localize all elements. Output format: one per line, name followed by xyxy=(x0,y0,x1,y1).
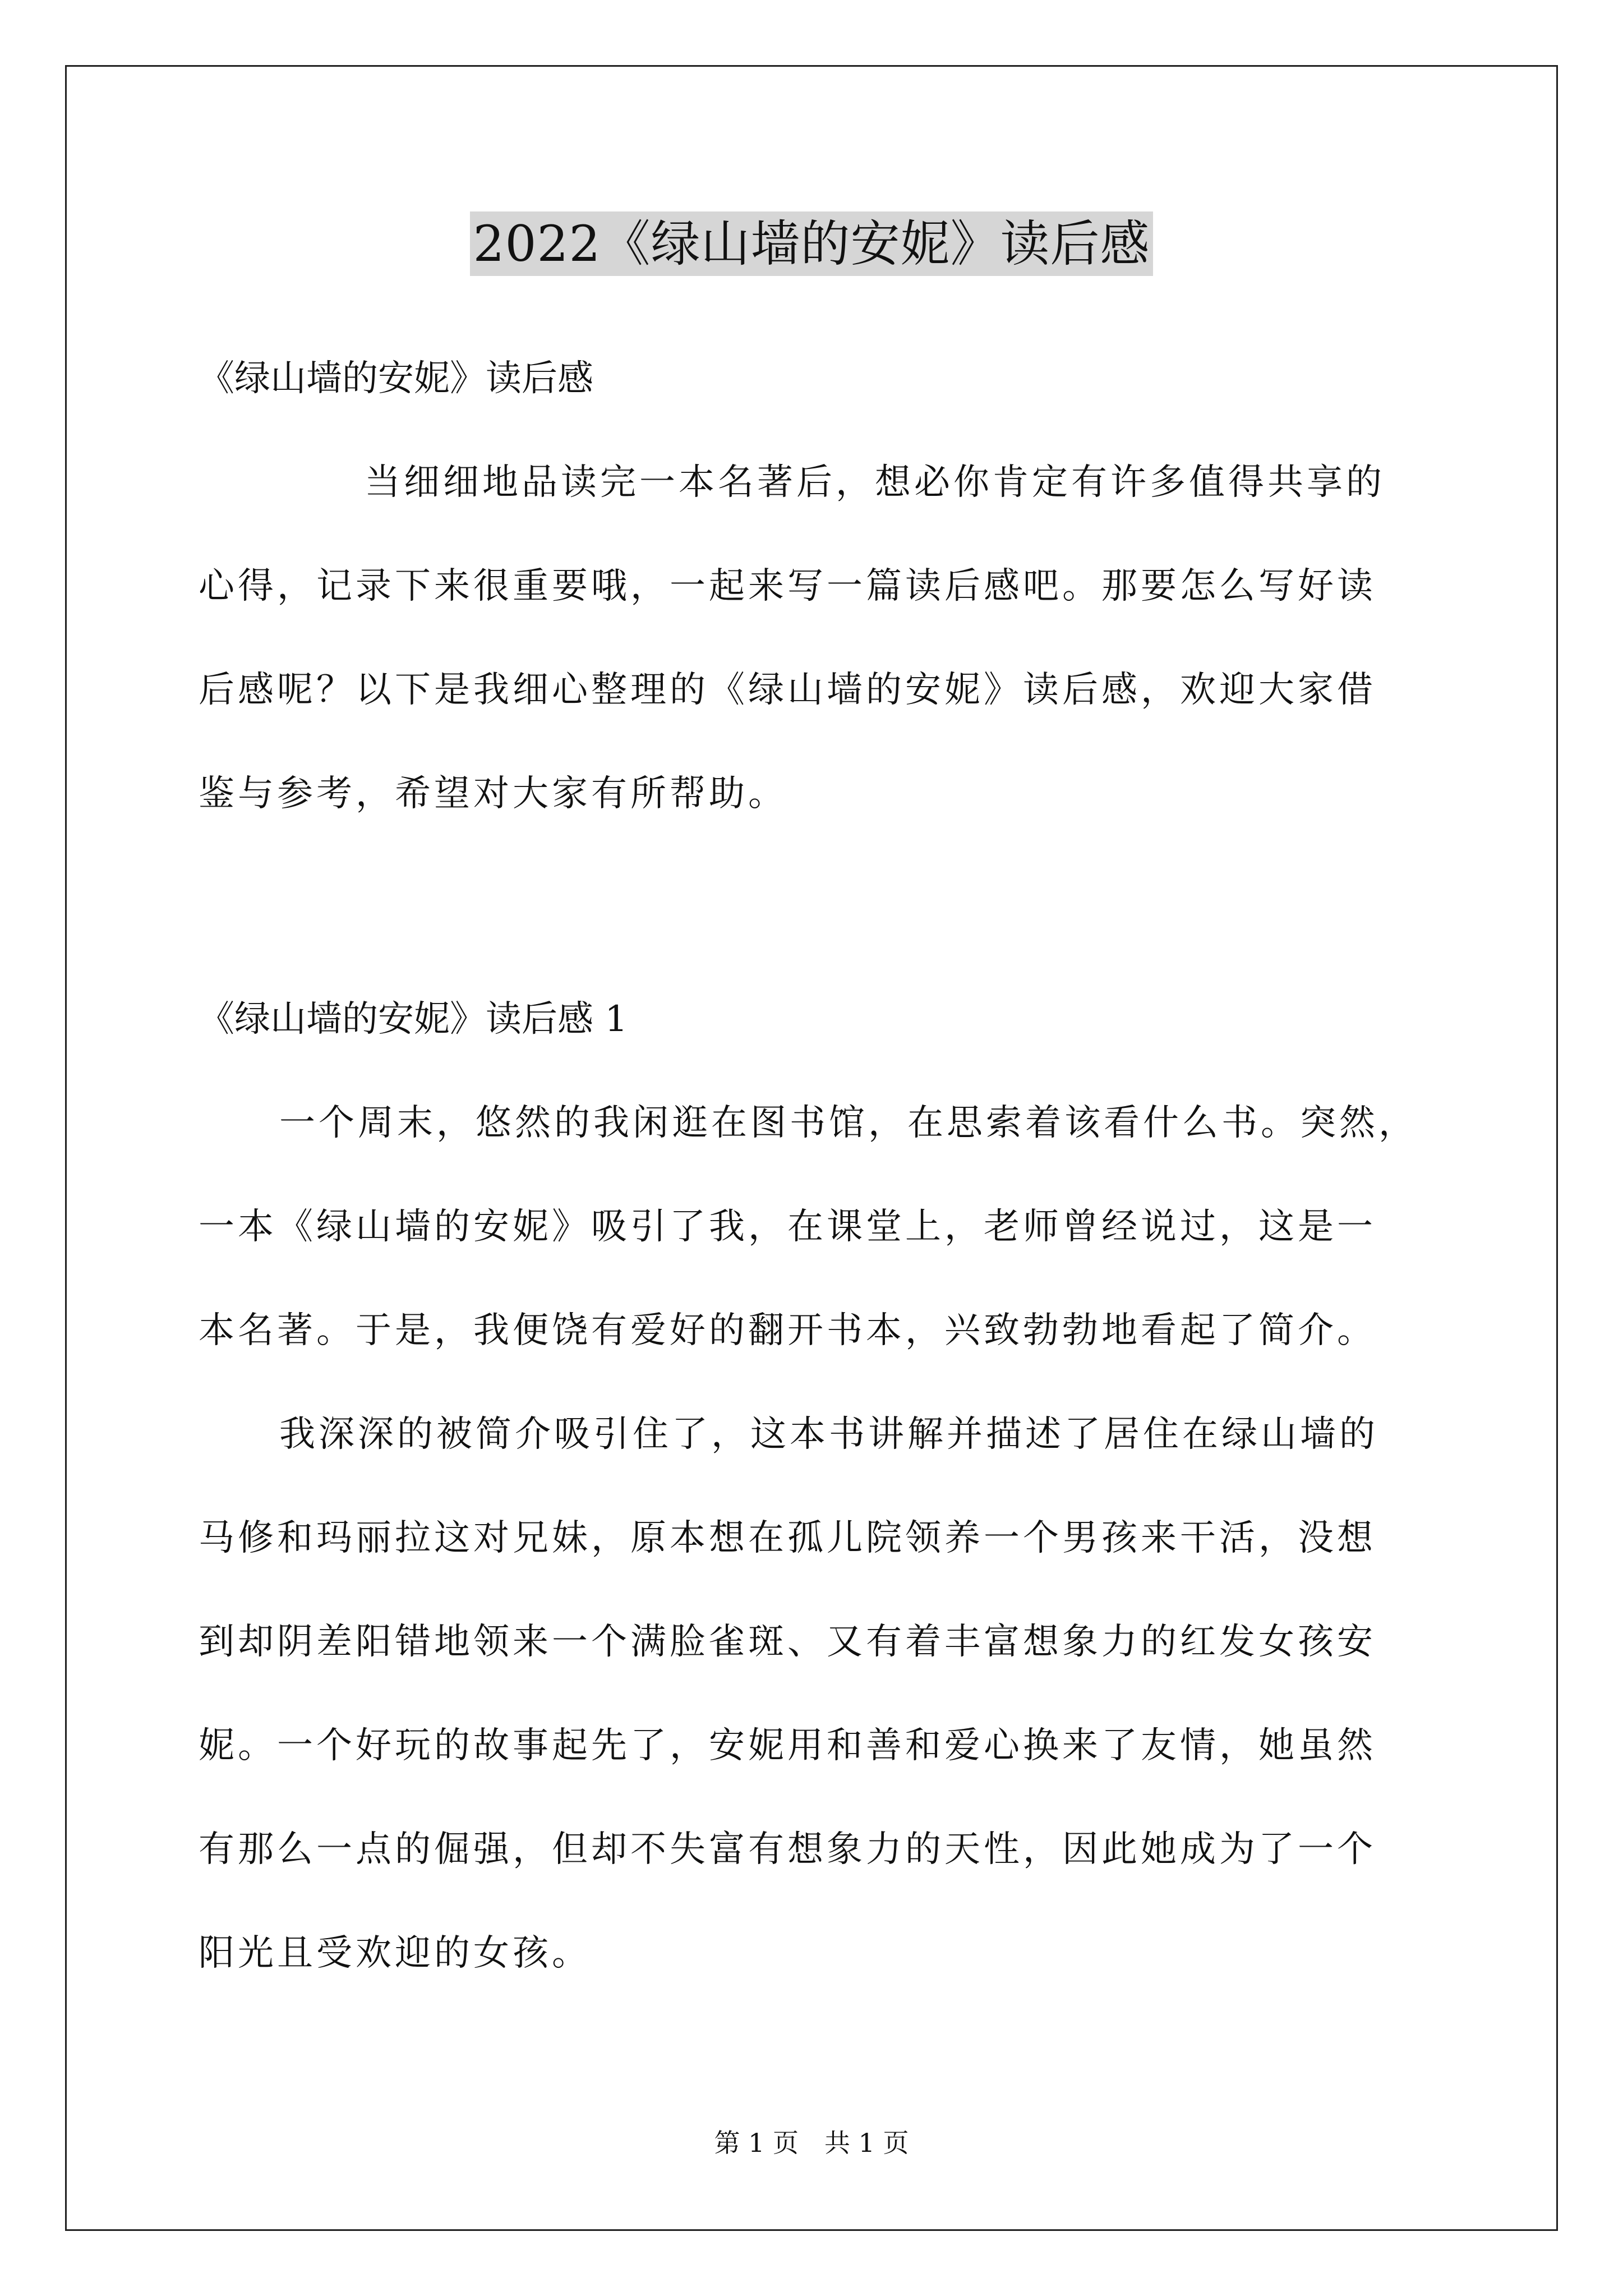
section1-para2-line-2: 马修和玛丽拉这对兄妹，原本想在孤儿院领养一个男孩来干活，没想 xyxy=(199,1517,1376,1559)
section1-para2-line-5: 有那么一点的倔强，但却不失富有想象力的天性，因此她成为了一个 xyxy=(199,1829,1376,1870)
section1-heading: 《绿山墙的安妮》读后感 1 xyxy=(199,999,628,1040)
intro-line-1: 当细细地品读完一本名著后，想必你肯定有许多值得共享的 xyxy=(365,462,1385,503)
intro-heading: 《绿山墙的安妮》读后感 xyxy=(199,358,593,399)
intro-line-2: 心得，记录下来很重要哦，一起来写一篇读后感吧。那要怎么写好读 xyxy=(199,565,1376,607)
section1-para2-line-6: 阳光且受欢迎的女孩。 xyxy=(199,1932,591,1974)
page-footer: 第 1 页 共 1 页 xyxy=(714,2128,909,2158)
section1-para1-line-3: 本名著。于是，我便饶有爱好的翻开书本，兴致勃勃地看起了简介。 xyxy=(199,1310,1376,1351)
section1-para2-line-3: 到却阴差阳错地领来一个满脸雀斑、又有着丰富想象力的红发女孩安 xyxy=(199,1621,1376,1663)
section1-para2-line-1: 我深深的被简介吸引住了，这本书讲解并描述了居住在绿山墙的 xyxy=(279,1414,1378,1455)
document-title xyxy=(0,208,1623,280)
section1-para2-line-4: 妮。一个好玩的故事起先了，安妮用和善和爱心换来了友情，她虽然 xyxy=(199,1725,1376,1766)
intro-line-4: 鉴与参考，希望对大家有所帮助。 xyxy=(199,773,787,815)
intro-line-3: 后感呢？以下是我细心整理的《绿山墙的安妮》读后感，欢迎大家借 xyxy=(199,669,1376,711)
document-title-text: 2022《绿山墙的安妮》读后感 xyxy=(470,211,1154,276)
section1-para1-line-2: 一本《绿山墙的安妮》吸引了我，在课堂上，老师曾经说过，这是一 xyxy=(199,1206,1376,1248)
section1-para1-line-1: 一个周末，悠然的我闲逛在图书馆，在思索着该看什么书。突然， xyxy=(279,1102,1418,1144)
